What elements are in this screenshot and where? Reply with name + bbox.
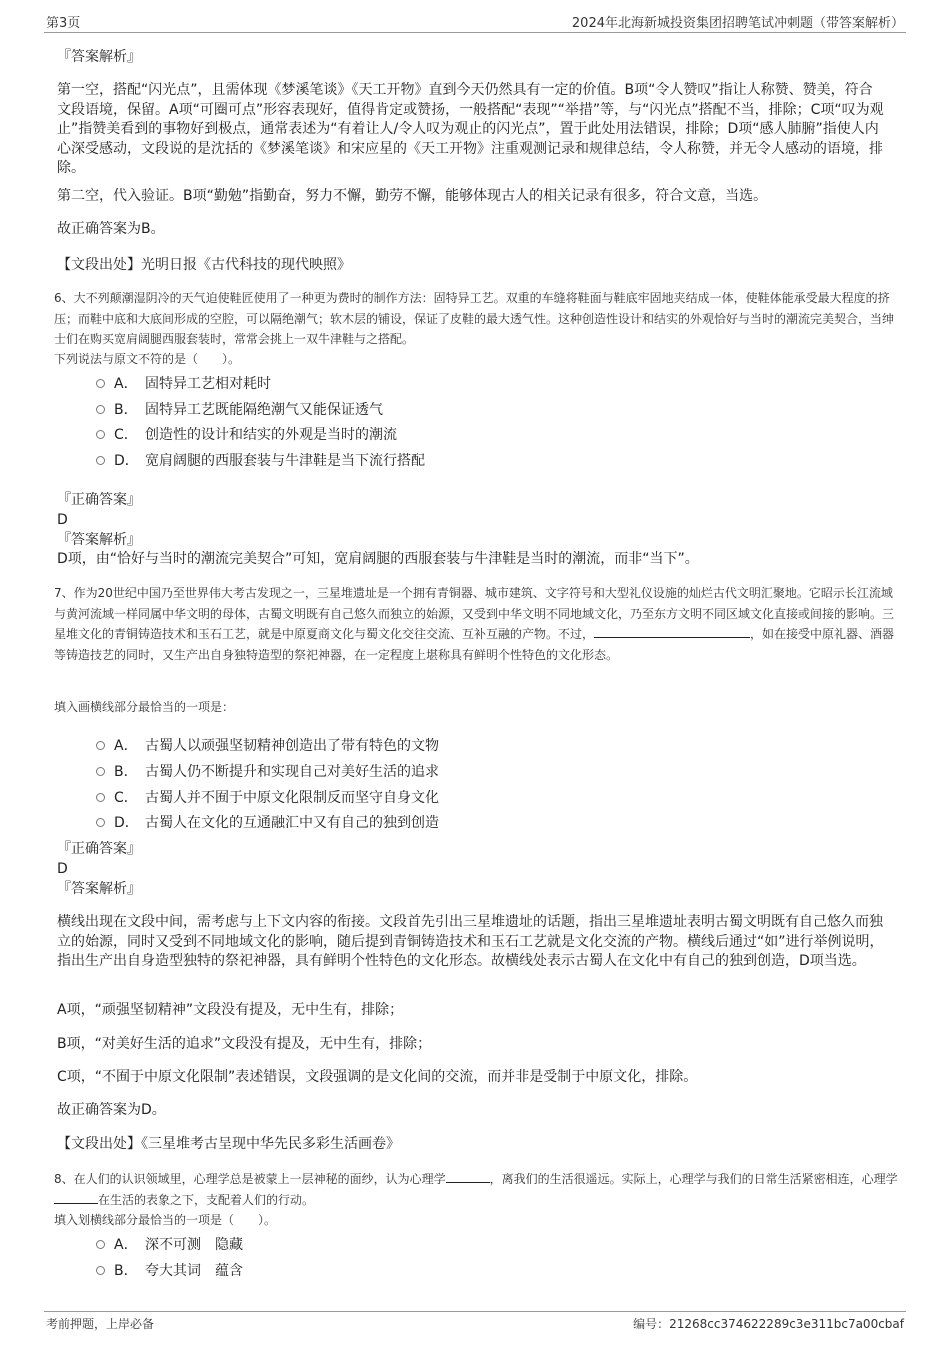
q5-conclusion: 故正确答案为B。 (57, 221, 165, 237)
document-title: 2024年北海新城投资集团招聘笔试冲刺题（带答案解析） (571, 16, 904, 31)
fill-blank (594, 637, 750, 638)
q6-correct-label: 『正确答案』 (57, 492, 141, 508)
option-text: 古蜀人并不囿于中原文化限制反而坚守自身文化 (145, 790, 439, 806)
option-text: 古蜀人仍不断提升和实现自己对美好生活的追求 (145, 764, 439, 780)
option-letter: A． (114, 1237, 138, 1253)
option-letter: C． (114, 790, 138, 806)
q7-option-c[interactable] (96, 787, 439, 807)
q7-option-a[interactable] (96, 735, 439, 755)
footer-code-value: 21268cc374622289c3e311bc7a00cbaf (669, 1317, 904, 1331)
q6-option-b[interactable] (96, 399, 383, 419)
q7-analysis-paragraph: 横线出现在文段中间，需考虑与上下文内容的衔接。文段首先引出三星堆遗址的话题，指出三星堆遗址表明古蜀文明既有自己悠久而独立的始源，同时又受到不同地域文化的影响，随后提到青铜铸造技术和玉石工艺就是文化交流的产物。横线后通过“如”进行举例说明，指出生产出自身造型独特的祭祀神器，具有鲜明个性特色的文化形态。故横线处表示古蜀人在文化中有自己的独到创造，D项当选。 (57, 914, 884, 969)
option-text: 创造性的设计和结实的外观是当时的潮流 (145, 427, 397, 443)
radio-icon[interactable] (96, 767, 105, 776)
radio-icon[interactable] (96, 793, 105, 802)
page-number: 第3页 (46, 16, 81, 31)
option-letter: B． (114, 764, 138, 780)
q6-prompt: 下列说法与原文不符的是（ ）。 (54, 352, 241, 366)
option-letter: B． (114, 402, 138, 418)
q7-source: 【文段出处】《三星堆考古呈现中华先民多彩生活画卷》 (57, 1136, 400, 1152)
radio-icon[interactable] (96, 430, 105, 439)
footer-slogan: 考前押题，上岸必备 (46, 1317, 155, 1331)
q7-stem-part-1: 7、作为20世纪中国乃至世界伟大考古发现之一，三星堆遗址是一个拥有青铜器、城市建筑、文字符号和大型礼仪设施的灿烂古代文明汇聚地。它昭示长江流域与黄河流域一样同属中华文明的母体，古蜀文明既有自己悠久而独立的始源，又受到中华文明不同地域文化，乃至东方文明不同区域文化直接或间接的影响。三星堆文化的青铜铸造技术和玉石工艺，就是中原夏商文化与蜀文化交往交流、互补互融的产物。不过， (54, 586, 895, 641)
option-letter: A． (114, 738, 138, 754)
option-letter: C． (114, 427, 138, 443)
q7-analysis-option-b: B项，“对美好生活的追求”文段没有提及，无中生有，排除； (57, 1036, 432, 1052)
footer-divider (44, 1311, 906, 1312)
q7-option-d[interactable] (96, 812, 439, 832)
radio-icon[interactable] (96, 1266, 105, 1275)
option-letter: A． (114, 376, 138, 392)
option-letter: D． (114, 815, 139, 831)
q7-conclusion: 故正确答案为D。 (57, 1102, 166, 1118)
option-text: 固特异工艺相对耗时 (145, 376, 271, 392)
header-divider (44, 32, 906, 33)
q5-source: 【文段出处】光明日报《古代科技的现代映照》 (57, 257, 351, 273)
q6-option-d[interactable] (96, 450, 425, 470)
radio-icon[interactable] (96, 405, 105, 414)
q7-analysis-label: 『答案解析』 (57, 881, 141, 897)
q5-analysis-label: 『答案解析』 (57, 49, 141, 65)
q7-analysis-option-a: A项，“顽强坚韧精神”文段没有提及，无中生有，排除； (57, 1002, 404, 1018)
q7-prompt: 填入画横线部分最恰当的一项是： (54, 700, 235, 714)
q6-option-c[interactable] (96, 424, 397, 444)
q7-correct-answer: D (57, 861, 68, 877)
q6-analysis-label: 『答案解析』 (57, 532, 141, 548)
q7-option-b[interactable] (96, 761, 439, 781)
q7-analysis-option-c: C项，“不囿于中原文化限制”表述错误，文段强调的是文化间的交流，而并非是受制于中原文化，排除。 (57, 1069, 698, 1085)
q7-stem (54, 583, 899, 665)
q6-option-a[interactable] (96, 373, 271, 393)
q8-option-b[interactable] (96, 1260, 243, 1280)
radio-icon[interactable] (96, 741, 105, 750)
q6-analysis: D项，由“恰好与当时的潮流完美契合”可知，宽肩阔腿的西服套装与牛津鞋是当时的潮流，而非“当下”。 (57, 551, 699, 567)
fill-blank (446, 1182, 490, 1183)
option-text: 古蜀人在文化的互通融汇中又有自己的独到创造 (145, 815, 439, 831)
fill-blank (54, 1203, 98, 1204)
q7-correct-label: 『正确答案』 (57, 841, 141, 857)
option-text: 宽肩阔腿的西服套装与牛津鞋是当下流行搭配 (145, 453, 425, 469)
radio-icon[interactable] (96, 456, 105, 465)
radio-icon[interactable] (96, 379, 105, 388)
option-text: 深不可测 隐藏 (145, 1237, 243, 1253)
q8-option-a[interactable] (96, 1234, 243, 1254)
footer-code (633, 1315, 904, 1332)
q8-stem-part-1: 8、在人们的认识领域里，心理学总是被蒙上一层神秘的面纱，认为心理学 (54, 1172, 446, 1186)
option-letter: D． (114, 453, 139, 469)
footer-code-label: 编号： (633, 1317, 670, 1331)
q8-stem (54, 1169, 899, 1210)
option-text: 夸大其词 蕴含 (145, 1263, 243, 1279)
q6-correct-answer: D (57, 512, 68, 528)
q5-analysis-paragraph-2: 第二空，代入验证。B项“勤勉”指勤奋，努力不懈，勤劳不懈，能够体现古人的相关记录有很多，符合文意，当选。 (57, 188, 768, 204)
radio-icon[interactable] (96, 1240, 105, 1249)
q8-stem-part-3: 在生活的表象之下，支配着人们的行动。 (98, 1192, 315, 1207)
q6-stem: 6、大不列颠潮湿阴冷的天气迫使鞋匠使用了一种更为费时的制作方法：固特异工艺。双重的车缝将鞋面与鞋底牢固地夹结成一体，使鞋体能承受最大程度的挤压；而鞋中底和大底间形成的空腔，可以隔绝潮气；软木层的铺设，保证了皮鞋的最大透气性。这种创造性设计和结实的外观恰好与当时的潮流完美契合，当绅士们在购买宽肩阔腿西服套装时，常常会挑上一双牛津鞋与之搭配。 (54, 291, 895, 346)
q5-analysis-paragraph-1: 第一空，搭配“闪光点”，且需体现《梦溪笔谈》《天工开物》直到今天仍然具有一定的价值。B项“令人赞叹”指让人称赞、赞美，符合文段语境，保留。A项“可圈可点”形容表现好，值得肯定或赞扬，一般搭配“表现”“举措”等，与“闪光点”搭配不当，排除；C项“叹为观止”指赞美看到的事物好到极点，通常表述为“有着让人/令人叹为观止的闪光点”，置于此处用法错误，排除；D项“感人肺腑”指使人内心深受感动，文段说的是沈括的《梦溪笔谈》和宋应星的《天工开物》注重观测记录和规律总结，令人称赞，并无令人感动的语境，排除。 (57, 82, 884, 176)
q7-stem-part-2: ，如在接受中原礼器、酒器等铸造技艺的同时，又生产出自身独特造型的祭祀神器，在一定程度上堪称具有鲜明个性特色的文化形态。 (54, 627, 895, 662)
option-letter: B． (114, 1263, 138, 1279)
q8-stem-part-2: ，离我们的生活很遥远。实际上，心理学与我们的日常生活紧密相连，心理学 (489, 1172, 898, 1186)
radio-icon[interactable] (96, 818, 105, 827)
option-text: 固特异工艺既能隔绝潮气又能保证透气 (145, 402, 383, 418)
q8-prompt: 填入划横线部分最恰当的一项是（ ）。 (54, 1213, 277, 1227)
option-text: 古蜀人以顽强坚韧精神创造出了带有特色的文物 (145, 738, 439, 754)
